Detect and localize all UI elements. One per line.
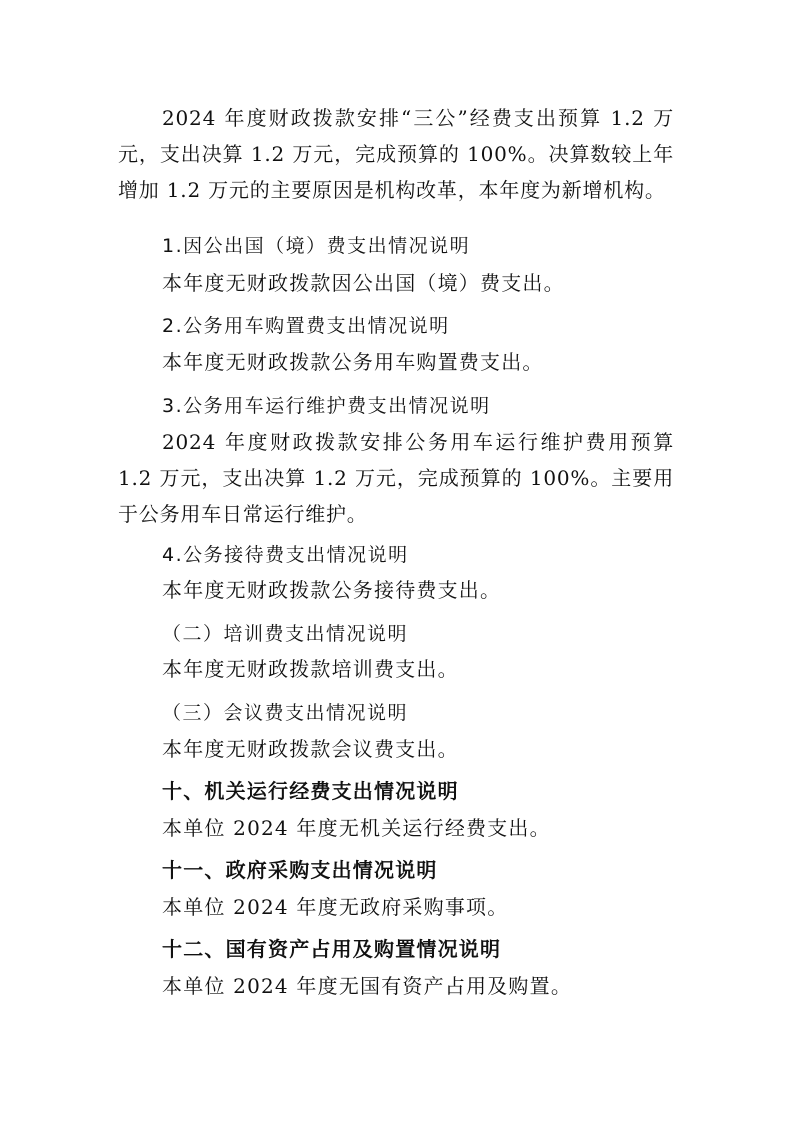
paragraph-training-expense: 本年度无财政拨款培训费支出。 xyxy=(162,657,459,681)
paragraph-sangong-summary: 2024 年度财政拨款安排“三公”经费支出预算 1.2 万元，支出决算 1.2 万元，完成预算的 100%。决算数较上年增加 1.2 万元的主要原因是机构改革，本年度为新增机构。 xyxy=(118,106,674,202)
paragraph-meeting-expense: 本年度无财政拨款会议费支出。 xyxy=(162,737,459,761)
paragraph-section-12: 本单位 2024 年度无国有资产占用及购置。 xyxy=(162,974,573,998)
paragraph-reception-expense: 本年度无财政拨款公务接待费支出。 xyxy=(162,578,502,602)
heading-abroad-expense: 1.因公出国（境）费支出情况说明 xyxy=(162,235,471,257)
paragraph-vehicle-purchase: 本年度无财政拨款公务用车购置费支出。 xyxy=(162,350,544,374)
paragraph-section-10: 本单位 2024 年度无机关运行经费支出。 xyxy=(162,816,551,840)
heading-training-expense: （二）培训费支出情况说明 xyxy=(162,623,409,645)
heading-vehicle-operation: 3.公务用车运行维护费支出情况说明 xyxy=(162,395,491,417)
paragraph-vehicle-operation: 2024 年度财政拨款安排公务用车运行维护费用预算 1.2 万元，支出决算 1.2 万元，完成预算的 100%。主要用于公务用车日常运行维护。 xyxy=(118,430,674,526)
heading-section-11: 十一、政府采购支出情况说明 xyxy=(162,858,438,882)
heading-section-12: 十二、国有资产占用及购置情况说明 xyxy=(162,937,502,961)
heading-meeting-expense: （三）会议费支出情况说明 xyxy=(162,702,409,724)
heading-vehicle-purchase: 2.公务用车购置费支出情况说明 xyxy=(162,315,450,337)
heading-section-10: 十、机关运行经费支出情况说明 xyxy=(162,779,459,803)
heading-reception-expense: 4.公务接待费支出情况说明 xyxy=(162,544,409,566)
paragraph-section-11: 本单位 2024 年度无政府采购事项。 xyxy=(162,895,509,919)
paragraph-abroad-expense: 本年度无财政拨款因公出国（境）费支出。 xyxy=(162,271,565,295)
